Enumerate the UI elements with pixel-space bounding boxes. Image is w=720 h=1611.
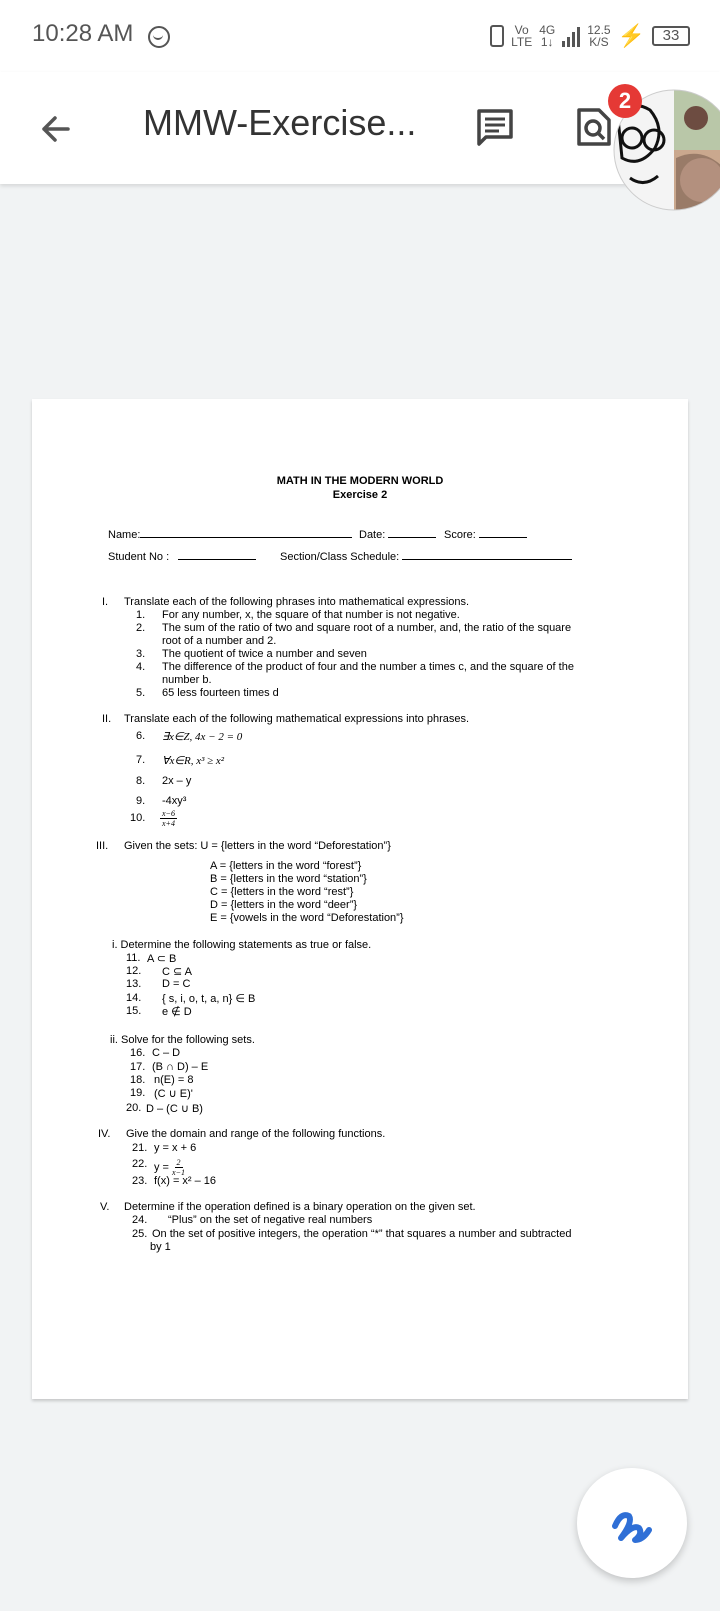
item-text: ∀x∈R, x³ ≥ x²: [162, 755, 225, 767]
volte-indicator: Vo LTE: [511, 23, 533, 49]
item-text: number b.: [162, 674, 212, 686]
item-text: (C ∪ E)': [154, 1088, 193, 1100]
section-number: II.: [102, 713, 112, 725]
item-text: y = $\frac{2}{x-1}$: [154, 1158, 185, 1177]
fraction: $\frac{x-6}{x+4}$: [162, 809, 175, 828]
notification-badge: 2: [608, 84, 642, 118]
section-number: V.: [100, 1201, 110, 1213]
item-text: For any number, x, the square of that number is not negative.: [162, 609, 460, 621]
status-icons: [490, 22, 690, 50]
set-definition: D = {letters in the word “deer”}: [210, 899, 358, 911]
section-field: Section/Class Schedule:: [280, 550, 572, 563]
item-number: 18.: [130, 1074, 146, 1086]
scribble-pen-icon: [577, 1468, 687, 1578]
doc-heading: MATH IN THE MODERN WORLD: [276, 475, 444, 487]
item-text: f(x) = x² – 16: [154, 1175, 217, 1187]
item-text: ∃x∈Z, 4x − 2 = 0: [162, 731, 243, 743]
network-type: 4G 1↓: [539, 23, 556, 49]
comment-icon[interactable]: [476, 108, 514, 146]
student-no-field: Student No :: [108, 550, 256, 563]
item-text: n(E) = 8: [154, 1074, 194, 1086]
item-text: (B ∩ D) – E: [152, 1061, 209, 1073]
item-number: 16.: [130, 1047, 146, 1059]
battery-icon: 33: [652, 26, 690, 46]
status-bar: [0, 0, 720, 72]
item-text: 65 less fourteen times d: [162, 687, 279, 699]
section-heading: Translate each of the following mathematical expressions into phrases.: [124, 713, 470, 725]
date-field: Date:: [359, 528, 436, 541]
item-text: { s, i, o, t, a, n} ∈ B: [162, 993, 256, 1005]
item-text: The sum of the ratio of two and square root of a number, and, the ratio of the square: [162, 622, 572, 634]
item-text: On the set of positive integers, the operation “*” that squares a number and subtracted: [152, 1228, 572, 1240]
item-number: 21.: [132, 1142, 148, 1154]
document-title: MMW-Exercise...: [143, 102, 417, 143]
item-number: 15.: [126, 1005, 142, 1017]
annotate-fab[interactable]: [577, 1468, 687, 1578]
item-number: 14.: [126, 992, 142, 1004]
vibrate-icon: [490, 25, 504, 47]
item-number: 7.: [136, 754, 146, 766]
status-time: 10:28 AM: [32, 20, 134, 47]
item-number: 11.: [126, 952, 141, 964]
arrow-left-icon[interactable]: [38, 112, 72, 146]
item-number: 4.: [136, 661, 146, 673]
doc-subheading: Exercise 2: [332, 489, 388, 501]
item-number: 2.: [136, 622, 146, 634]
item-number: 17.: [130, 1061, 146, 1073]
item-number: 5.: [136, 687, 146, 699]
item-text: root of a number and 2.: [162, 635, 277, 647]
section-number: I.: [102, 596, 109, 608]
network-speed: 12.5 K/S: [587, 23, 611, 49]
item-number: 13.: [126, 978, 142, 990]
section-heading: Determine if the operation defined is a binary operation on the given set.: [124, 1201, 476, 1213]
item-text: C – D: [152, 1047, 181, 1059]
item-text: C ⊆ A: [162, 966, 193, 978]
item-text: y = x + 6: [154, 1142, 197, 1154]
item-text: e ∉ D: [162, 1006, 192, 1018]
find-in-page-icon[interactable]: [575, 108, 613, 146]
item-number: 9.: [136, 795, 146, 807]
item-text: D – (C ∪ B): [146, 1103, 203, 1115]
name-field: Name:: [108, 528, 352, 541]
item-number: 25.: [132, 1228, 148, 1240]
section-heading: Translate each of the following phrases into mathematical expressions.: [124, 596, 470, 608]
score-field: Score:: [444, 528, 527, 541]
section-number: III.: [96, 840, 109, 852]
item-number: 3.: [136, 648, 146, 660]
item-number: 23.: [132, 1175, 148, 1187]
item-number: 19.: [130, 1087, 146, 1099]
item-text: A ⊂ B: [147, 953, 177, 965]
item-text: The quotient of twice a number and seven: [162, 648, 367, 660]
item-number: 6.: [136, 730, 146, 742]
item-text: The difference of the product of four and the number a times c, and the square of the: [162, 661, 574, 673]
item-number: 8.: [136, 775, 146, 787]
messenger-icon: [148, 26, 170, 48]
item-text: “Plus” on the set of negative real numbers: [168, 1214, 373, 1226]
item-number: 20.: [126, 1102, 142, 1114]
item-number: 24.: [132, 1214, 148, 1226]
subsection-heading: ii. Solve for the following sets.: [110, 1034, 255, 1046]
item-text: -4xy³: [162, 795, 187, 807]
set-definition: A = {letters in the word “forest”}: [210, 860, 362, 872]
subsection-heading: i. Determine the following statements as true or false.: [112, 939, 372, 951]
signal-icon: [562, 25, 580, 47]
section-number: IV.: [98, 1128, 111, 1140]
item-number: 12.: [126, 965, 142, 977]
item-number: 10.: [130, 812, 146, 824]
section-heading: Given the sets: U = {letters in the word “Deforestation”}: [124, 840, 391, 852]
set-definition: B = {letters in the word “station”}: [210, 873, 367, 885]
item-text: by 1: [150, 1241, 171, 1253]
set-definition: C = {letters in the word “rest”}: [210, 886, 354, 898]
item-text: D = C: [162, 978, 191, 990]
set-definition: E = {vowels in the word “Deforestation”}: [210, 912, 404, 924]
charging-icon: ⚡: [617, 23, 645, 48]
item-number: 22.: [132, 1158, 148, 1170]
item-text: 2x – y: [162, 775, 192, 787]
item-number: 1.: [136, 609, 146, 621]
document-page: [32, 399, 688, 1399]
section-heading: Give the domain and range of the following functions.: [126, 1128, 386, 1140]
